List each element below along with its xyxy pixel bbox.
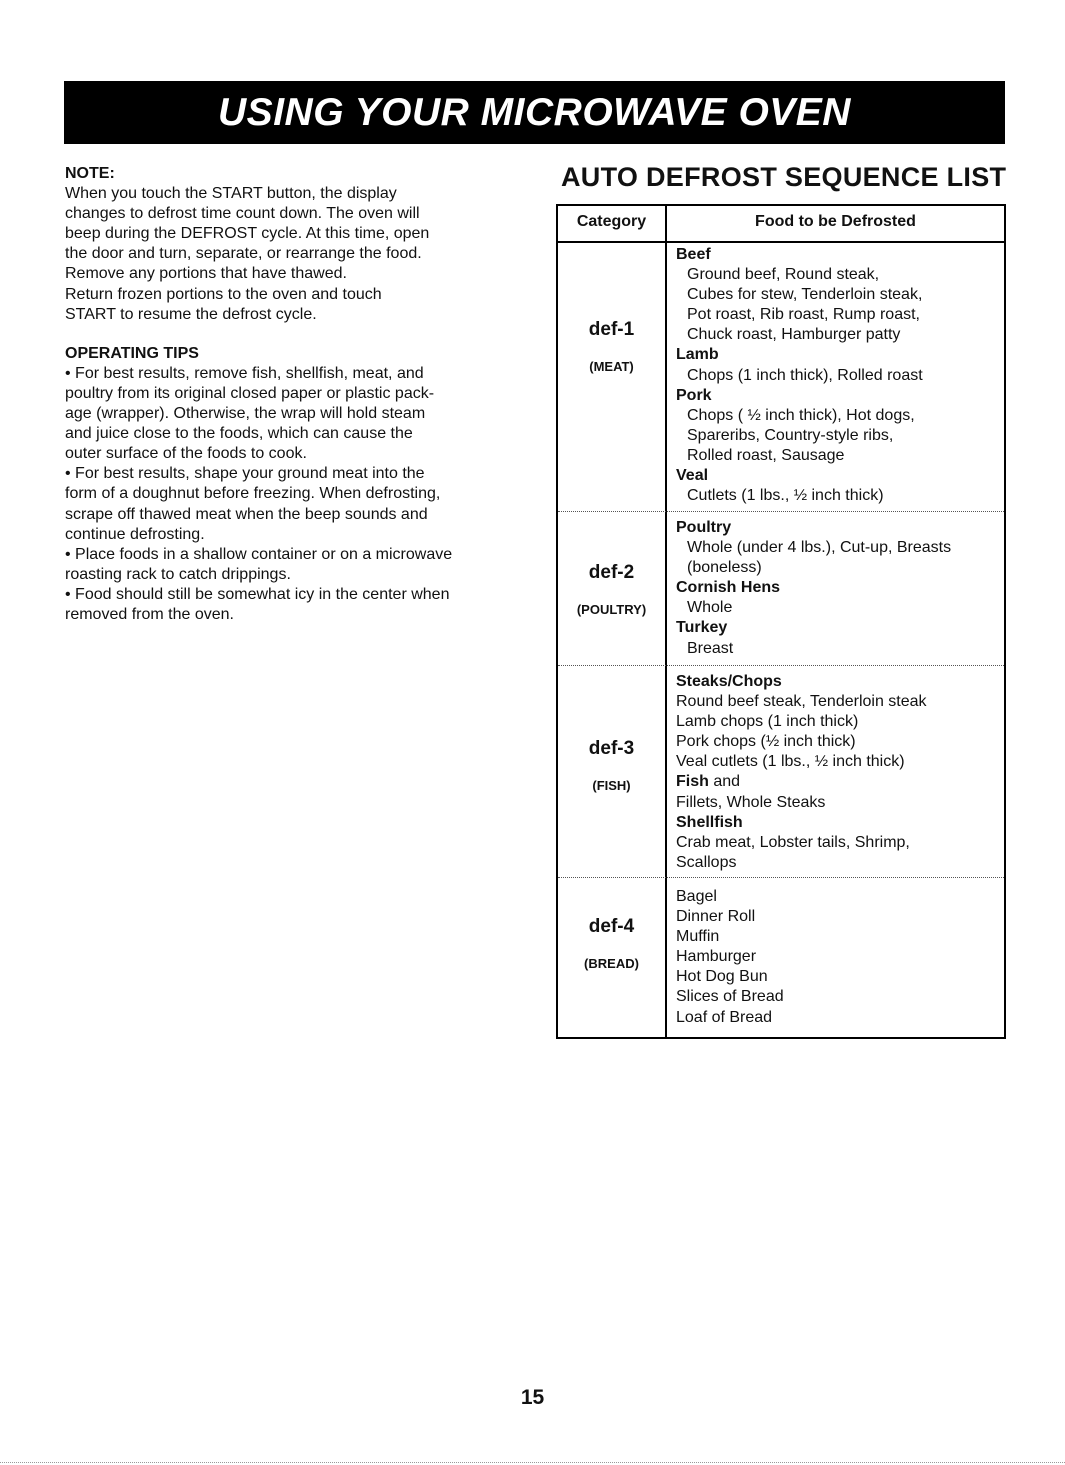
food-item: Pot roast, Rib roast, Rump roast, (687, 306, 920, 324)
food-group-heading: Turkey (676, 619, 728, 637)
tip-line: • For best results, remove fish, shellfish, meat, and (65, 364, 424, 382)
food-item: Breast (687, 639, 734, 657)
food-group-suffix: and (708, 773, 741, 791)
food-group-heading (676, 772, 1001, 792)
note-line: changes to defrost time count down. The oven will (65, 205, 420, 223)
category-name: (POULTRY) (576, 602, 647, 617)
tip-item (65, 545, 515, 585)
food-group-heading: Cornish Hens (676, 579, 781, 597)
food-item: Veal cutlets (1 lbs., ½ inch thick) (676, 753, 905, 771)
tip-line: • Place foods in a shallow container or on a microwave (65, 545, 453, 563)
note-body (65, 184, 515, 325)
food-group-heading: Steaks/Chops (676, 673, 782, 690)
table-row (558, 877, 1004, 1036)
defrost-list-title: AUTO DEFROST SEQUENCE LIST (561, 162, 1007, 192)
food-item: (boneless) (687, 559, 762, 577)
food-item: Chuck roast, Hamburger patty (687, 326, 901, 344)
category-cell (558, 738, 665, 793)
banner-title: USING YOUR MICROWAVE OVEN (218, 90, 851, 134)
food-item: Ground beef, Round steak, (687, 266, 880, 284)
food-group-heading: Poultry (676, 519, 732, 536)
page-number: 15 (520, 1386, 545, 1409)
food-cell (676, 887, 1001, 1028)
note-line: Return frozen portions to the oven and touch (65, 285, 382, 303)
note-line: the door and turn, separate, or rearrange the food. (65, 245, 422, 263)
tip-line: • For best results, shape your ground meat into the (65, 465, 425, 483)
tip-line: age (wrapper). Otherwise, the wrap will hold steam (65, 405, 426, 423)
food-group-heading: Lamb (676, 346, 719, 364)
food-item: Round beef steak, Tenderloin steak (676, 693, 927, 711)
food-item: Scallops (676, 853, 737, 871)
food-item: Loaf of Bread (676, 1008, 773, 1026)
tip-line: removed from the oven. (65, 605, 234, 623)
category-cell (558, 916, 665, 971)
food-group-heading: Beef (676, 246, 711, 263)
table-row (558, 665, 1004, 878)
category-cell (558, 319, 665, 374)
table-row (558, 511, 1004, 667)
food-item: Rolled roast, Sausage (687, 446, 845, 464)
note-line: START to resume the defrost cycle. (65, 305, 317, 323)
food-item: Bagel (676, 888, 717, 905)
food-item: Hamburger (676, 948, 757, 966)
category-code: def-1 (588, 319, 635, 340)
tip-line: scrape off thawed meat when the beep sounds and (65, 505, 428, 523)
header-category: Category (576, 213, 647, 230)
tip-line: form of a doughnut before freezing. When defrosting, (65, 485, 441, 503)
tip-item (65, 364, 515, 464)
food-item: Muffin (676, 928, 720, 946)
food-item: Spareribs, Country-style ribs, (687, 426, 894, 444)
category-code: def-3 (588, 738, 635, 759)
food-item: Chops (1 inch thick), Rolled roast (687, 366, 923, 384)
food-item: Cutlets (1 lbs., ½ inch thick) (687, 487, 884, 505)
food-item: Slices of Bread (676, 988, 784, 1006)
note-line: beep during the DEFROST cycle. At this time, open (65, 225, 430, 243)
tips-list (65, 364, 515, 625)
food-item: Hot Dog Bun (676, 968, 768, 986)
food-item: Whole (under 4 lbs.), Cut-up, Breasts (687, 539, 952, 557)
tip-item (65, 585, 515, 625)
food-cell (676, 245, 1001, 506)
food-item: Chops ( ½ inch thick), Hot dogs, (687, 406, 915, 424)
food-cell (676, 518, 1001, 659)
category-cell (558, 562, 665, 617)
tips-heading: OPERATING TIPS (65, 344, 199, 362)
tip-item (65, 464, 515, 544)
header-food: Food to be Defrosted (755, 213, 916, 230)
tip-line: and juice close to the foods, which can cause the (65, 425, 413, 443)
category-name: (MEAT) (589, 359, 634, 374)
note-line: When you touch the START button, the display (65, 185, 397, 203)
tip-line: continue defrosting. (65, 525, 205, 543)
food-item: Fillets, Whole Steaks (676, 793, 826, 811)
food-item: Whole (687, 599, 733, 617)
food-item: Pork chops (½ inch thick) (676, 733, 856, 751)
food-item: Dinner Roll (676, 908, 756, 926)
note-heading: NOTE: (65, 165, 115, 182)
category-code: def-4 (588, 916, 635, 937)
category-code: def-2 (588, 562, 635, 583)
tip-line: roasting rack to catch drippings. (65, 565, 291, 583)
defrost-table (556, 204, 1006, 1039)
category-name: (BREAD) (584, 956, 639, 971)
bottom-rule (0, 1462, 1065, 1463)
table-row (558, 243, 1004, 511)
food-group-heading: Shellfish (676, 813, 743, 831)
table-header (558, 206, 1004, 243)
category-name: (FISH) (592, 778, 631, 793)
food-item: Lamb chops (1 inch thick) (676, 713, 859, 731)
food-cell (676, 672, 1001, 873)
food-group-heading: Pork (676, 386, 712, 404)
tip-line: • Food should still be somewhat icy in the center when (65, 585, 450, 603)
tip-line: poultry from its original closed paper or plastic pack- (65, 384, 435, 402)
food-item: Cubes for stew, Tenderloin steak, (687, 286, 923, 304)
note-line: Remove any portions that have thawed. (65, 265, 347, 283)
food-group-label: Fish (676, 773, 709, 791)
page-banner (64, 81, 1005, 144)
left-column (65, 164, 515, 625)
food-item: Crab meat, Lobster tails, Shrimp, (676, 833, 910, 851)
food-group-heading: Veal (676, 467, 709, 485)
tip-line: outer surface of the foods to cook. (65, 445, 307, 463)
